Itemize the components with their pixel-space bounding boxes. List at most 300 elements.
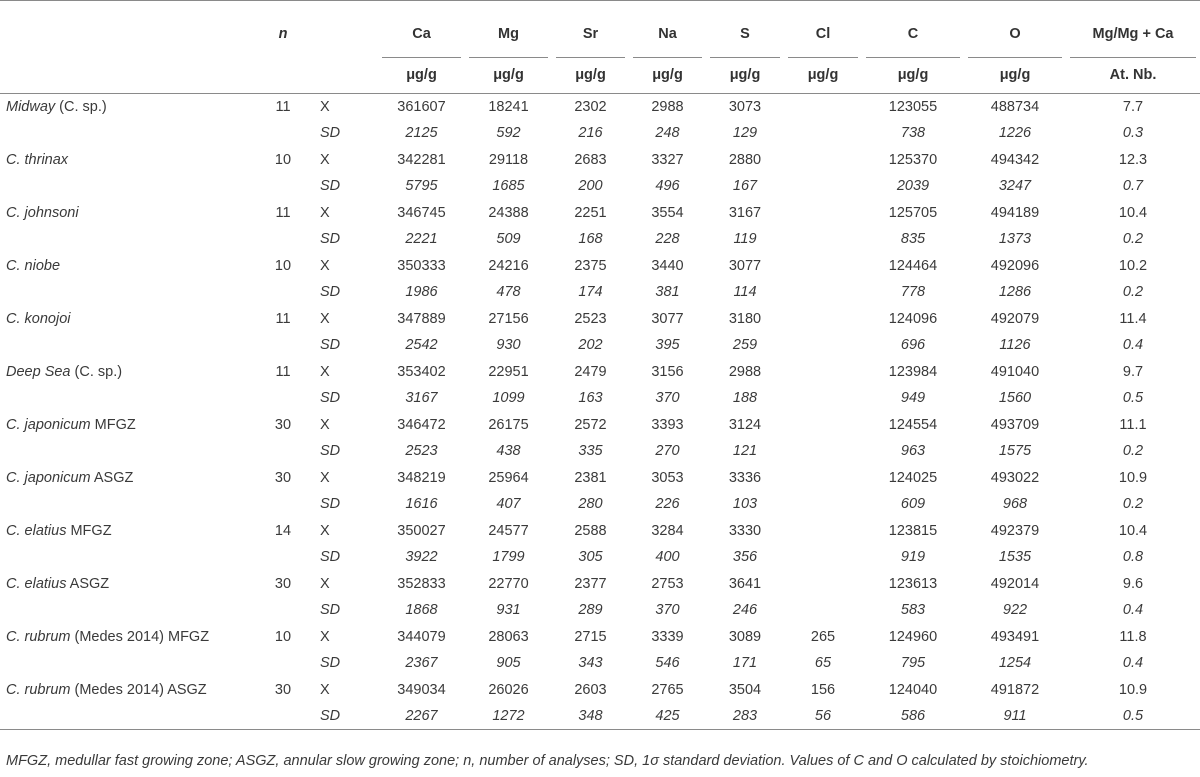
mean-value: 124554: [888, 416, 938, 433]
sd-value: 905: [496, 655, 521, 672]
sd-value: 949: [900, 390, 926, 407]
sd-value: 2125: [405, 125, 438, 142]
header-cl: Cl: [784, 1, 862, 58]
mean-value: 12.3: [1118, 151, 1148, 168]
sample-name-rest: MFGZ: [66, 522, 112, 539]
empty-cell: [248, 438, 318, 465]
mean-value: 488734: [990, 99, 1040, 115]
empty-cell: [0, 544, 248, 571]
sd-value: 496: [655, 178, 680, 195]
sd-value: 1373: [998, 231, 1032, 248]
stat-label: SD: [320, 708, 341, 724]
sd-value: 778: [900, 284, 926, 301]
sample-name-italic: Deep Sea: [6, 363, 71, 380]
table-row-mean: [0, 94, 1200, 121]
sd-value: 246: [732, 602, 758, 619]
sd-value: 0.5: [1122, 390, 1144, 407]
mean-value: 10.2: [1118, 257, 1148, 274]
header-na: Na: [629, 1, 706, 58]
empty-cell: [248, 173, 318, 200]
sd-value: 1254: [998, 655, 1032, 672]
unit-blank: [248, 58, 318, 94]
table-body: [0, 94, 1200, 730]
mean-value: 124464: [888, 257, 938, 274]
sd-value: 438: [496, 443, 521, 460]
table-row-mean: [0, 147, 1200, 174]
sd-value: 1560: [998, 390, 1032, 407]
sd-value: 0.4: [1122, 655, 1144, 672]
mean-value: 2880: [728, 151, 762, 168]
mean-value: 3330: [728, 522, 762, 539]
empty-cell: [0, 491, 248, 518]
unit-blank: [0, 58, 248, 94]
table-row-sd: [0, 597, 1200, 624]
mean-value: 493709: [990, 416, 1040, 433]
mean-value: 3077: [728, 257, 762, 274]
sd-value: 226: [655, 496, 680, 513]
stat-label: X: [320, 575, 330, 592]
unit-ca: μg/g: [406, 67, 437, 84]
sd-value: 696: [900, 337, 926, 354]
sd-value: 171: [732, 655, 758, 672]
mean-value: 3641: [728, 575, 762, 592]
empty-cell: [0, 226, 248, 253]
sample-name: [0, 412, 248, 439]
mean-value: 9.6: [1122, 575, 1144, 592]
table-row-sd: [0, 120, 1200, 147]
sample-name-italic: C. elatius: [6, 522, 67, 539]
mean-value: 124960: [888, 628, 938, 645]
sample-name-rest: (C. sp.): [55, 99, 107, 115]
mean-value: 492014: [990, 575, 1040, 592]
stat-label: X: [320, 681, 330, 698]
mean-value: [784, 94, 862, 121]
header-mg: Mg: [465, 1, 552, 58]
table-row-mean: [0, 306, 1200, 333]
mean-value: 22770: [488, 575, 529, 592]
sd-value: [784, 385, 862, 412]
sd-value: 1535: [998, 549, 1032, 566]
mean-value: 350333: [397, 257, 446, 274]
table-row-mean: [0, 412, 1200, 439]
sd-value: [784, 544, 862, 571]
stat-label: SD: [320, 602, 341, 619]
stat-label: X: [320, 99, 330, 115]
empty-cell: [0, 173, 248, 200]
mean-value: 2251: [574, 204, 607, 221]
mean-value: 3440: [651, 257, 684, 274]
mean-value: 361607: [397, 99, 446, 115]
sd-value: [784, 173, 862, 200]
empty-cell: [0, 385, 248, 412]
stat-label: X: [320, 363, 330, 380]
sd-value: 2367: [405, 655, 438, 672]
sd-value: [784, 491, 862, 518]
mean-value: 3284: [651, 522, 684, 539]
sd-value: 2267: [405, 708, 438, 724]
sd-value: 168: [578, 231, 603, 248]
mean-value: 3156: [651, 363, 684, 380]
sd-value: 216: [578, 125, 603, 142]
sd-value: 0.3: [1122, 125, 1144, 142]
header-s: S: [706, 1, 784, 58]
sample-name-italic: C. rubrum: [6, 681, 71, 698]
sd-value: 930: [496, 337, 521, 354]
table-row-sd: [0, 226, 1200, 253]
stat-label: X: [320, 151, 330, 168]
empty-cell: [248, 385, 318, 412]
sd-value: [784, 597, 862, 624]
sample-count: 30: [274, 575, 292, 592]
sd-value: 248: [655, 125, 680, 142]
sd-value: 919: [900, 549, 926, 566]
sd-value: 395: [655, 337, 680, 354]
sd-value: 592: [496, 125, 521, 142]
sd-value: 0.2: [1122, 284, 1144, 301]
sample-name-italic: C. thrinax: [6, 151, 69, 168]
sd-value: 335: [578, 443, 603, 460]
sd-value: 370: [655, 602, 680, 619]
mean-value: [784, 359, 862, 386]
unit-blank: [318, 58, 378, 94]
sample-count: 11: [275, 310, 291, 327]
sd-value: 202: [578, 337, 603, 354]
mean-value: 124096: [888, 310, 938, 327]
mean-value: 9.7: [1122, 363, 1144, 380]
mean-value: 29118: [488, 151, 529, 168]
stat-label: X: [320, 257, 330, 274]
mean-value: 3554: [651, 204, 684, 221]
sd-value: 200: [578, 178, 603, 195]
empty-cell: [0, 703, 248, 730]
empty-cell: [0, 597, 248, 624]
table-row-mean: [0, 624, 1200, 651]
mean-value: 492096: [990, 257, 1040, 274]
empty-cell: [248, 120, 318, 147]
header-blank: [0, 1, 248, 58]
mean-value: [784, 253, 862, 280]
mean-value: 491040: [990, 363, 1040, 380]
sd-value: 129: [732, 125, 758, 142]
mean-value: 3124: [728, 416, 762, 433]
sd-value: 289: [578, 602, 603, 619]
empty-cell: [248, 544, 318, 571]
sd-value: 609: [900, 496, 926, 513]
sample-count: 10: [274, 151, 292, 168]
sd-value: 0.2: [1122, 443, 1144, 460]
mean-value: 493022: [990, 469, 1040, 486]
sd-value: 163: [578, 390, 603, 407]
mean-value: 3327: [651, 151, 684, 168]
mean-value: 491872: [990, 681, 1040, 698]
sample-name: [0, 253, 248, 280]
mean-value: 2753: [651, 575, 684, 592]
empty-cell: [248, 226, 318, 253]
sd-value: 2523: [405, 443, 438, 460]
mean-value: 2603: [574, 681, 607, 698]
mean-value: 346745: [397, 204, 446, 221]
mean-value: [784, 147, 862, 174]
sd-value: 2221: [405, 231, 438, 248]
mean-value: 123613: [888, 575, 938, 592]
sd-value: 911: [1003, 708, 1027, 724]
mean-value: 156: [810, 681, 836, 698]
sample-name: [0, 94, 248, 121]
sd-value: 114: [733, 284, 757, 301]
mean-value: 342281: [397, 151, 446, 168]
header-n: n: [278, 26, 288, 43]
mean-value: 348219: [397, 469, 446, 486]
mean-value: [784, 412, 862, 439]
mean-value: 28063: [488, 628, 529, 645]
mean-value: [784, 571, 862, 598]
sample-count: 11: [275, 204, 291, 221]
sd-value: 546: [655, 655, 680, 672]
sd-value: 835: [900, 231, 926, 248]
sample-count: 11: [275, 363, 291, 380]
empty-cell: [248, 597, 318, 624]
sd-value: 425: [655, 708, 680, 724]
sample-name-italic: C. japonicum: [6, 469, 91, 486]
sd-value: 968: [1002, 496, 1028, 513]
sd-value: 931: [496, 602, 521, 619]
mean-value: 2377: [574, 575, 607, 592]
sd-value: 583: [900, 602, 926, 619]
table-footnote: MFGZ, medullar fast growing zone; ASGZ, annular slow growing zone; n, number of analyses; SD, 1σ standard deviation. Values of C and O calculated by stoichiometry.: [6, 753, 1089, 769]
mean-value: 492079: [990, 310, 1040, 327]
stat-label: SD: [320, 549, 341, 566]
mean-value: 124040: [888, 681, 938, 698]
sd-value: 381: [655, 284, 680, 301]
sd-value: 283: [732, 708, 758, 724]
header-ca: Ca: [378, 1, 465, 58]
mean-value: 26175: [488, 416, 529, 433]
sample-name-rest: (Medes 2014) MFGZ: [70, 628, 210, 645]
sd-value: 5795: [405, 178, 438, 195]
sample-name: [0, 465, 248, 492]
sample-name: [0, 306, 248, 333]
sd-value: 0.5: [1122, 708, 1144, 724]
empty-cell: [0, 332, 248, 359]
table-row-mean: [0, 200, 1200, 227]
sd-value: 2039: [896, 178, 930, 195]
sample-name: [0, 624, 248, 651]
sd-value: [784, 226, 862, 253]
sample-name: [0, 677, 248, 704]
sd-value: 922: [1002, 602, 1028, 619]
sample-name-italic: C. johnsoni: [6, 204, 79, 221]
stat-label: SD: [320, 231, 341, 248]
mean-value: 3336: [728, 469, 762, 486]
mean-value: 7.7: [1122, 99, 1144, 115]
sample-count: 11: [275, 99, 291, 115]
sample-name: [0, 359, 248, 386]
sd-value: 1126: [999, 337, 1031, 354]
empty-cell: [248, 332, 318, 359]
mean-value: 123815: [888, 522, 938, 539]
stat-label: SD: [320, 284, 341, 301]
sample-name: [0, 571, 248, 598]
mean-value: 24577: [488, 522, 529, 539]
sd-value: 280: [578, 496, 603, 513]
sd-value: 963: [900, 443, 926, 460]
sd-value: 738: [900, 125, 926, 142]
table-row-mean: [0, 571, 1200, 598]
sd-value: 0.2: [1122, 496, 1144, 513]
sd-value: 0.2: [1122, 231, 1144, 248]
sample-name-italic: C. niobe: [6, 257, 61, 274]
mean-value: 18241: [488, 99, 529, 115]
mean-value: 350027: [397, 522, 446, 539]
mean-value: 124025: [888, 469, 938, 486]
mean-value: 3339: [651, 628, 684, 645]
mean-value: 3393: [651, 416, 684, 433]
stat-label: X: [320, 416, 330, 433]
sd-value: 1986: [405, 284, 438, 301]
sd-value: 348: [578, 708, 603, 724]
sd-value: 509: [496, 231, 521, 248]
unit-sr: μg/g: [575, 67, 606, 84]
table-row-sd: [0, 385, 1200, 412]
header-blank-stat: [318, 1, 378, 58]
sample-name-rest: ASGZ: [90, 469, 134, 486]
mean-value: 265: [810, 628, 836, 645]
header-o: O: [964, 1, 1066, 58]
mean-value: 2588: [574, 522, 607, 539]
mean-value: 2479: [574, 363, 607, 380]
sd-value: 65: [814, 655, 832, 672]
empty-cell: [0, 279, 248, 306]
sd-value: 1099: [492, 390, 525, 407]
sd-value: 167: [732, 178, 758, 195]
sd-value: 103: [732, 496, 758, 513]
mean-value: 123984: [888, 363, 938, 380]
sd-value: 586: [900, 708, 926, 724]
stat-label: SD: [320, 655, 341, 672]
mean-value: 24216: [488, 257, 529, 274]
unit-s: μg/g: [729, 67, 761, 84]
sd-value: 121: [732, 443, 758, 460]
mean-value: 3089: [728, 628, 762, 645]
sample-count: 10: [274, 628, 292, 645]
header-mg-ratio: Mg/Mg + Ca: [1066, 1, 1200, 58]
mean-value: 2683: [574, 151, 607, 168]
unit-na: μg/g: [652, 67, 683, 84]
sd-value: 370: [655, 390, 680, 407]
mean-value: 3504: [728, 681, 762, 698]
sd-value: [784, 120, 862, 147]
table-row-sd: [0, 438, 1200, 465]
empty-cell: [248, 491, 318, 518]
sample-name: [0, 200, 248, 227]
header-sr: Sr: [552, 1, 629, 58]
sample-count: 14: [274, 522, 292, 539]
sd-value: 1272: [492, 708, 525, 724]
mean-value: 2375: [574, 257, 607, 274]
sample-name-italic: C. rubrum: [6, 628, 71, 645]
mean-value: 3167: [728, 204, 762, 221]
stat-label: X: [320, 310, 330, 327]
sd-value: 259: [732, 337, 758, 354]
mean-value: 2715: [574, 628, 607, 645]
mean-value: 26026: [488, 681, 529, 698]
sd-value: [784, 438, 862, 465]
sample-name-italic: C. japonicum: [6, 416, 91, 433]
mean-value: [784, 306, 862, 333]
mean-value: 2988: [651, 99, 684, 115]
sample-name: [0, 518, 248, 545]
sd-value: 0.4: [1122, 602, 1144, 619]
sd-value: 0.7: [1122, 178, 1144, 195]
sd-value: 3167: [405, 390, 438, 407]
mean-value: 2988: [728, 363, 762, 380]
sample-name-italic: Midway: [6, 99, 56, 115]
empty-cell: [248, 650, 318, 677]
mean-value: 344079: [397, 628, 446, 645]
sd-value: 400: [655, 549, 680, 566]
header-c: C: [862, 1, 964, 58]
sample-count: 10: [274, 257, 292, 274]
unit-o: μg/g: [999, 67, 1031, 84]
mean-value: 10.4: [1118, 204, 1148, 221]
sd-value: 305: [578, 549, 603, 566]
mean-value: 22951: [488, 363, 529, 380]
mean-value: 494342: [990, 151, 1040, 168]
mean-value: 24388: [488, 204, 529, 221]
stat-label: SD: [320, 337, 341, 354]
empty-cell: [248, 279, 318, 306]
mean-value: 10.4: [1118, 522, 1148, 539]
mean-value: [784, 465, 862, 492]
sd-value: 1286: [998, 284, 1032, 301]
mean-value: 11.8: [1119, 628, 1147, 645]
empty-cell: [248, 703, 318, 730]
table-row-mean: [0, 677, 1200, 704]
sd-value: [784, 279, 862, 306]
mean-value: 493491: [990, 628, 1040, 645]
sample-count: 30: [274, 416, 292, 433]
mean-value: 352833: [397, 575, 446, 592]
table-row-mean: [0, 465, 1200, 492]
mean-value: 353402: [397, 363, 446, 380]
sample-count: 30: [274, 681, 292, 698]
sd-value: [784, 332, 862, 359]
stat-label: SD: [320, 443, 341, 460]
mean-value: [784, 518, 862, 545]
empty-cell: [0, 650, 248, 677]
sd-value: 0.8: [1122, 549, 1144, 566]
stat-label: SD: [320, 496, 341, 513]
table-row-sd: [0, 650, 1200, 677]
mean-value: 3077: [651, 310, 684, 327]
mean-value: 125370: [888, 151, 938, 168]
mean-value: 123055: [888, 99, 938, 115]
mean-value: 10.9: [1118, 469, 1148, 486]
empty-cell: [0, 120, 248, 147]
table-row-sd: [0, 279, 1200, 306]
table-row-sd: [0, 332, 1200, 359]
empty-cell: [0, 438, 248, 465]
sd-value: 56: [814, 708, 832, 724]
mean-value: 11.4: [1119, 310, 1147, 327]
mean-value: 3180: [728, 310, 762, 327]
unit-mg: μg/g: [493, 67, 524, 84]
table-row-mean: [0, 518, 1200, 545]
mean-value: 27156: [488, 310, 529, 327]
table-row-sd: [0, 703, 1200, 730]
mean-value: 494189: [990, 204, 1040, 221]
mean-value: 3073: [728, 99, 762, 115]
